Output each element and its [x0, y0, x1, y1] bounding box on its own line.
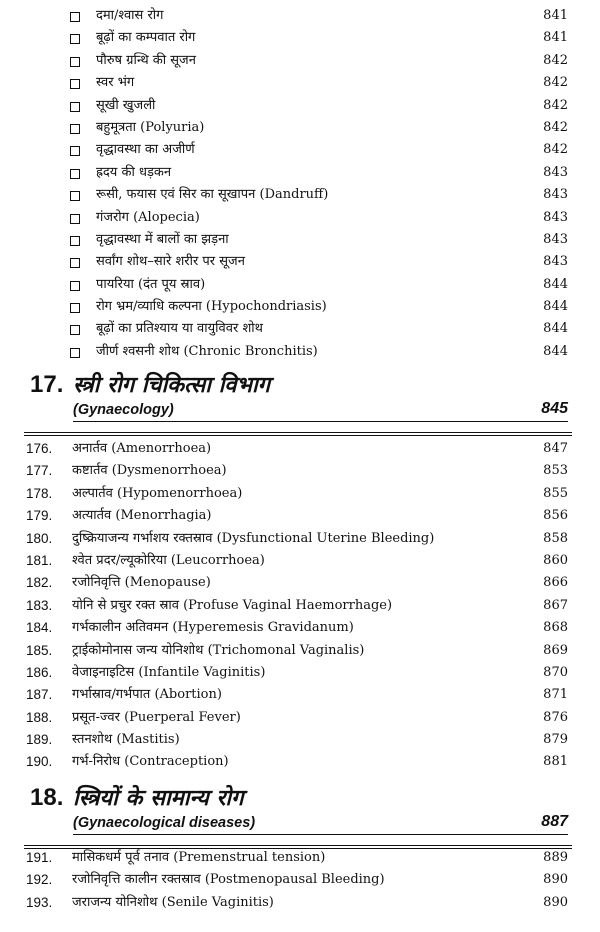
entry-page: 842 [543, 75, 568, 91]
entry-page: 842 [543, 97, 568, 113]
entry-page: 841 [543, 8, 568, 23]
list-item [0, 752, 600, 774]
entry-title: सर्वांग शोथ–सारे शरीर पर सूजन [96, 254, 245, 270]
entry-number: 190. [26, 754, 53, 770]
entry-title: वेजाइनाइटिस (Infantile Vaginitis) [72, 664, 266, 680]
list-item [0, 297, 600, 319]
checkbox-bullet-icon [70, 348, 80, 358]
list-item [0, 529, 600, 551]
section-subtitle: (Gynaecological diseases) [73, 815, 256, 831]
entry-number: 179. [26, 508, 53, 524]
entry-page: 867 [543, 597, 568, 613]
entry-page: 842 [543, 52, 568, 68]
entry-number: 177. [26, 463, 53, 479]
entry-page: 842 [543, 119, 568, 135]
list-item [0, 551, 600, 573]
list-item [0, 96, 600, 118]
checkbox-bullet-icon [70, 79, 80, 89]
checkbox-bullet-icon [70, 258, 80, 268]
entry-number: 180. [26, 530, 53, 546]
entry-title: कष्टार्तव (Dysmenorrhoea) [72, 463, 227, 479]
entry-number: 178. [26, 485, 53, 501]
entry-page: 870 [543, 664, 568, 680]
list-item [0, 506, 600, 528]
entry-page: 855 [543, 485, 568, 501]
list-item [0, 163, 600, 185]
entry-title: गंजरोग (Alopecia) [96, 209, 200, 225]
list-item [0, 685, 600, 707]
list-item [0, 870, 600, 892]
entry-page: 844 [543, 276, 568, 292]
entry-page: 868 [543, 620, 568, 636]
entry-title: श्वेत प्रदर/ल्यूकोरिया (Leucorrhoea) [72, 552, 265, 568]
entry-title: बूढ़ों का प्रतिश्याय या वायुविवर शोथ [96, 321, 263, 337]
entry-number: 192. [26, 872, 53, 888]
section-page: 845 [541, 400, 568, 417]
entry-title: वृद्धावस्था का अजीर्ण [96, 142, 195, 158]
entry-number: 185. [26, 642, 53, 658]
checkbox-bullet-icon [70, 34, 80, 44]
checkbox-bullet-icon [70, 57, 80, 67]
entry-title: बहुमूत्रता (Polyuria) [96, 119, 205, 135]
entry-number: 188. [26, 709, 53, 725]
entry-title: वृद्धावस्था में बालों का झड़ना [96, 231, 229, 247]
section-rule [73, 834, 568, 835]
entry-title: गर्भकालीन अतिवमन (Hyperemesis Gravidanum) [72, 620, 354, 636]
list-item [0, 28, 600, 50]
entry-number: 182. [26, 575, 53, 591]
entry-title: रूसी, फयास एवं सिर का सूखापन (Dandruff) [96, 187, 329, 203]
entry-page: 847 [543, 441, 568, 456]
entry-page: 841 [543, 30, 568, 46]
list-item [0, 252, 600, 274]
entry-title: पायरिया (दंत पूय स्राव) [96, 276, 206, 292]
list-item [0, 230, 600, 252]
checkbox-bullet-icon [70, 281, 80, 291]
entry-title: सूखी खुजली [96, 97, 156, 113]
entry-page: 843 [543, 209, 568, 225]
section-number: 17. [30, 371, 64, 398]
checkbox-bullet-icon [70, 303, 80, 313]
entry-title: पौरुष ग्रन्थि की सूजन [96, 52, 196, 68]
list-item [0, 848, 600, 870]
checkbox-bullet-icon [70, 12, 80, 22]
checkbox-bullet-icon [70, 146, 80, 156]
entry-title: दमा/श्वास रोग [96, 8, 164, 23]
list-item [0, 573, 600, 595]
list-item [0, 663, 600, 685]
entry-page: 871 [543, 687, 568, 703]
list-item [0, 893, 600, 915]
list-item [0, 708, 600, 730]
section-title: स्त्रियों के सामान्य रोग [73, 785, 244, 811]
entry-number: 183. [26, 597, 53, 613]
section-number: 18. [30, 784, 64, 811]
entry-number: 187. [26, 687, 53, 703]
entry-title: योनि से प्रचुर रक्त स्राव (Profuse Vaginal Haemorrhage) [72, 597, 393, 613]
list-item [0, 6, 600, 28]
entry-title: ह्रदय की धड़कन [96, 164, 172, 180]
entry-title: प्रसूत-ज्वर (Puerperal Fever) [72, 709, 241, 725]
list-item [0, 185, 600, 207]
list-item [0, 51, 600, 73]
entry-page: 843 [543, 231, 568, 247]
entry-title: गर्भ-निरोध (Contraception) [72, 754, 229, 770]
checkbox-bullet-icon [70, 236, 80, 246]
list-item [0, 140, 600, 162]
entry-page: 856 [543, 508, 568, 524]
entry-title: रजोनिवृत्ति (Menopause) [72, 575, 211, 591]
entry-page: 860 [543, 552, 568, 568]
entry-title: अत्यार्तव (Menorrhagia) [72, 508, 212, 524]
entry-page: 876 [543, 709, 568, 725]
entry-number: 191. [26, 850, 53, 865]
entry-title: जीर्ण श्वसनी शोथ (Chronic Bronchitis) [96, 343, 318, 359]
checkbox-bullet-icon [70, 169, 80, 179]
section-18-entries [0, 848, 600, 915]
entry-title: बूढ़ों का कम्पवात रोग [96, 30, 196, 46]
checkbox-bullet-icon [70, 214, 80, 224]
entry-page: 843 [543, 187, 568, 203]
checkbox-bullet-icon [70, 124, 80, 134]
list-item [0, 641, 600, 663]
list-item [0, 484, 600, 506]
entry-number: 189. [26, 732, 53, 748]
entry-title: दुष्क्रियाजन्य गर्भाशय रक्तस्राव (Dysfunctional Uterine Bleeding) [72, 530, 435, 546]
entry-title: मासिकधर्म पूर्व तनाव (Premenstrual tension) [72, 850, 326, 865]
entry-title: अल्पार्तव (Hypomenorrhoea) [72, 485, 243, 501]
entry-page: 843 [543, 254, 568, 270]
list-item [0, 596, 600, 618]
entry-title: जराजन्य योनिशोथ (Senile Vaginitis) [72, 894, 274, 910]
checkbox-bullet-icon [70, 191, 80, 201]
entry-page: 890 [543, 894, 568, 910]
list-item [0, 439, 600, 461]
entry-page: 858 [543, 530, 568, 546]
list-item [0, 342, 600, 364]
entry-page: 844 [543, 321, 568, 337]
section-title: स्त्री रोग चिकित्सा विभाग [73, 372, 271, 398]
entry-page: 866 [543, 575, 568, 591]
entry-number: 184. [26, 620, 53, 636]
section-17-entries [0, 439, 600, 775]
list-item [0, 319, 600, 341]
entry-title: रोग भ्रम/व्याधि कल्पना (Hypochondriasis) [96, 299, 327, 315]
list-item [0, 275, 600, 297]
entry-page: 844 [543, 299, 568, 315]
list-item [0, 730, 600, 752]
entry-page: 843 [543, 164, 568, 180]
checkbox-bullet-icon [70, 325, 80, 335]
entry-title: अनार्तव (Amenorrhoea) [72, 441, 212, 456]
entry-page: 869 [543, 642, 568, 658]
entry-number: 186. [26, 664, 53, 680]
list-item [0, 618, 600, 640]
section-divider [24, 432, 572, 436]
section-rule [73, 421, 568, 422]
entry-title: स्तनशोथ (Mastitis) [72, 732, 180, 748]
section-subtitle: (Gynaecology) [73, 402, 174, 418]
entry-page: 890 [543, 872, 568, 888]
list-item [0, 461, 600, 483]
entry-page: 842 [543, 142, 568, 158]
entry-number: 181. [26, 552, 53, 568]
entry-page: 881 [543, 754, 568, 770]
entry-page: 844 [543, 343, 568, 359]
entry-number: 193. [26, 894, 53, 910]
checkbox-bullet-icon [70, 102, 80, 112]
entry-number: 176. [26, 441, 53, 456]
list-item [0, 118, 600, 140]
bullet-list [0, 6, 600, 364]
list-item [0, 73, 600, 95]
entry-page: 853 [543, 463, 568, 479]
list-item [0, 208, 600, 230]
entry-title: स्वर भंग [96, 75, 135, 91]
entry-title: गर्भास्राव/गर्भपात (Abortion) [72, 687, 222, 703]
entry-title: रजोनिवृत्ति कालीन रक्तस्राव (Postmenopausal Bleeding) [72, 872, 385, 888]
entry-page: 879 [543, 732, 568, 748]
section-page: 887 [541, 813, 568, 830]
entry-page: 889 [543, 850, 568, 865]
entry-title: ट्राईकोमोनास जन्य योनिशोथ (Trichomonal Vaginalis) [72, 642, 365, 658]
